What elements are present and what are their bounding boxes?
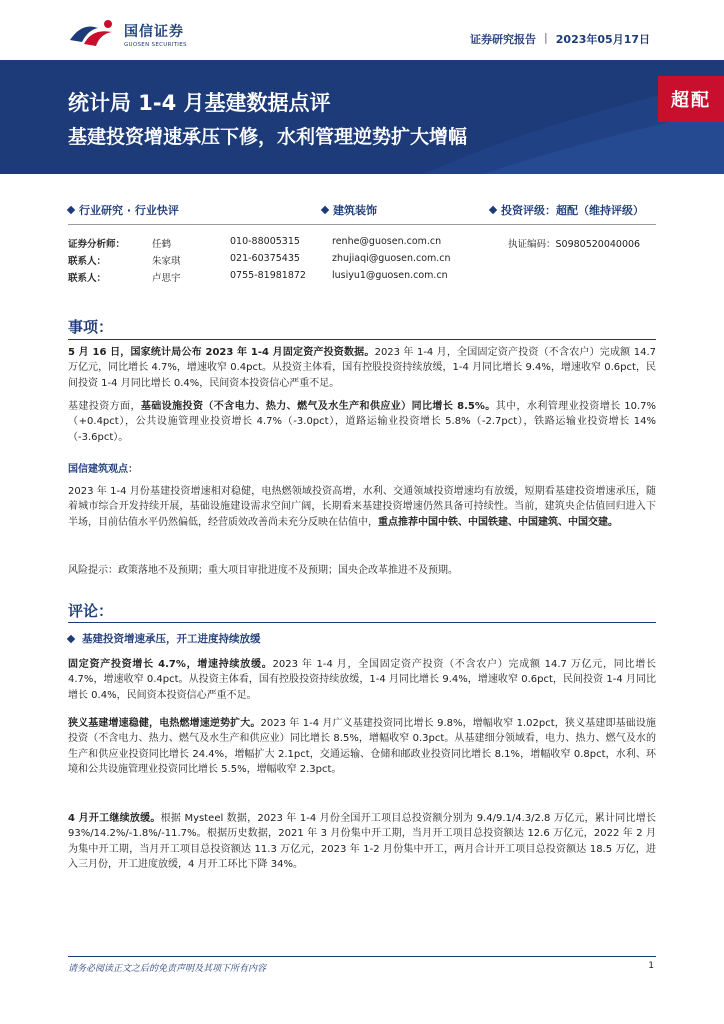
view-bold: 重点推荐中国中铁、中国铁建、中国建筑、中国交建。 [378,516,618,528]
comments-paragraph-2 [68,716,656,778]
company-logo [68,18,187,50]
logo-en: GUOSEN SECURITIES [124,41,187,48]
comments-paragraph-1 [68,657,656,703]
comments-p1-bold: 固定资产投资增长 4.7%，增速持续放缓。 [68,659,273,670]
risk-paragraph: 风险提示：政策落地不及预期；重大项目审批进度不及预期；国央企改革推进不及预期。 [68,565,458,576]
guosen-logo-icon [68,18,118,50]
comments-p2-text: 2023 年 1-4 月广义基建投资同比增长 9.8%，增幅收窄 1.02pct，狭义基建即基础设施投资（不含电力、热力、燃气及水生产和供应业）同比增长 8.5%，增幅收窄 0.3pct。从基建细分领域看，电力、热力、燃气及水的生产和供应业投资同比增长 24.4%，增幅扩大 2.1pct，交通运输、仓储和邮政业投资同比增长 8.1%，增幅收窄 0.8pct，水利、环境和公共设施管理业投资同比增长 5.5%，增幅收窄 2.3pct。 [68,718,656,776]
contact-phone: 021-60375435 [230,253,300,264]
events-p2-text: 其中，水利管理业投资增长 10.7%（+0.4pct），公共设施管理业投资增长 4.7%（-3.0pct），道路运输业投资增长 5.8%（-2.7pct），铁路运输业投资增长 14%（-3.6pct）。 [68,401,657,443]
contacts-table [68,236,668,287]
comments-bullet [68,631,261,646]
divider [68,224,656,225]
top-bar [0,0,724,60]
comments-p1-text: 2023 年 1-4 月，全国固定资产投资（不含农户）完成额 14.7 万亿元，同比增长 4.7%，增速收窄 0.4pct。从投资主体看，国有控股投资持续放缓，1-4 月同比增长 9.4%，增速收窄 0.6pct，民间投资 1-4 月同比增长 0.4%，民间资本投资信心严重不足。 [68,659,656,701]
logo-cn: 国信证券 [124,23,184,40]
comments-p2-bold: 狭义基建增速稳健，电热燃增速逆势扩大。 [68,718,261,729]
footer-disclaimer: 请务必阅读正文之后的免责声明及其项下所有内容 [68,964,267,974]
comments-paragraph-3 [68,811,656,873]
view-paragraph [68,484,656,530]
contact-row [68,270,668,287]
diamond-icon [321,206,329,214]
report-type [470,31,650,47]
contact-name: 任鹤 [152,239,172,250]
contact-role: 证券分析师： [68,239,126,250]
events-p1-bold: 5 月 16 日，国家统计局公布 2023 年 1-4 月固定资产投资数据。 [68,347,375,358]
diamond-icon [489,206,497,214]
report-date: 2023年05月17日 [555,33,650,46]
contact-email: lusiyu1@guosen.com.cn [332,270,448,281]
rating-badge: 超配 [658,76,724,122]
contact-email: renhe@guosen.com.cn [332,236,442,247]
industry-label: 建筑装饰 [333,204,377,217]
meta-industry [322,202,377,218]
separator: | [544,31,548,44]
contact-row [68,253,668,270]
contact-name: 朱家琪 [152,256,181,267]
diamond-icon [67,206,75,214]
title-banner [0,60,724,174]
rating-label: 投资评级：超配（维持评级） [501,204,644,217]
view-heading: 国信建筑观点： [68,464,138,475]
report-title: 统计局 1-4 月基建数据点评 [68,91,331,115]
contact-row [68,236,668,253]
events-heading: 事项： [68,318,114,336]
contact-cert: 执证编码：S0980520040006 [508,239,641,250]
divider [68,339,656,340]
view-text: 2023 年 1-4 月份基建投资增速相对稳健，电热燃领域投资高增，水利、交通领域投资增速均有放缓，短期看基建投资增速承压，随着城市综合开发持续开展，基础设施建设需求空间广阔，长期看来基建投资增速仍然具备可持续性。当前，建筑央企估值回归进入下半场，目前估值水平仍然偏低，经营质效改善尚未充分反映在估值中， [68,486,656,528]
comments-p3-text: 根据 Mysteel 数据，2023 年 1-4 月份全国开工项目总投资额分别为 9.4/9.1/4.3/2.8 万亿元，累计同比增长 93%/14.2%/-1.8%/-11.7%。根据历史数据，2021 年 3 月份集中开工期，当月开工项目总投资额达 12.6 万亿元，2022 年 2 月为集中开工期，当月开工项目总投资额达 11.3 万亿元，2023 年 1-2 月份集中开工，两月合计开工项目总投资额达 18.5 万亿，进入三月份，开工进度放缓，4 月开工环比下降 34%。 [68,813,656,871]
bullet-label: 基建投资增速承压，开工进度持续放缓 [82,633,261,645]
meta-category [68,202,179,218]
report-subtitle: 基建投资增速承压下修，水利管理逆势扩大增幅 [68,126,468,148]
footer-divider [68,956,656,957]
contact-email: zhujiaqi@guosen.com.cn [332,253,451,264]
divider [68,622,656,623]
contact-name: 卢思宇 [152,273,181,284]
contact-phone: 010-88005315 [230,236,300,247]
meta-rating [490,202,644,218]
contact-phone: 0755-81981872 [230,270,306,281]
events-paragraph-1 [68,345,656,391]
events-p1-text: 2023 年 1-4 月，全国固定资产投资（不含农户）完成额 14.7 万亿元，同比增长 4.7%，增速收窄 0.4pct。从投资主体看，国有控股投资持续放缓，1-4 月同比增长 9.4%，增速收窄 0.6pct，民间投资 1-4 月同比增长 0.4%，民间资本投资信心严重不足。 [68,347,656,389]
page-number: 1 [648,961,654,971]
events-p2-bold: 基础设施投资（不含电力、热力、燃气及水生产和供应业）同比增长 8.5%。 [140,401,496,412]
events-p2-lead: 基建投资方面， [68,401,141,412]
category-label: 行业研究 · 行业快评 [79,204,179,217]
comments-p3-bold: 4 月开工继续放缓。 [68,813,161,824]
comments-heading: 评论： [68,602,114,620]
report-type-label: 证券研究报告 [470,33,537,46]
contact-role: 联系人： [68,273,107,284]
contact-role: 联系人： [68,256,107,267]
events-paragraph-2 [68,399,656,445]
diamond-icon [67,634,75,642]
